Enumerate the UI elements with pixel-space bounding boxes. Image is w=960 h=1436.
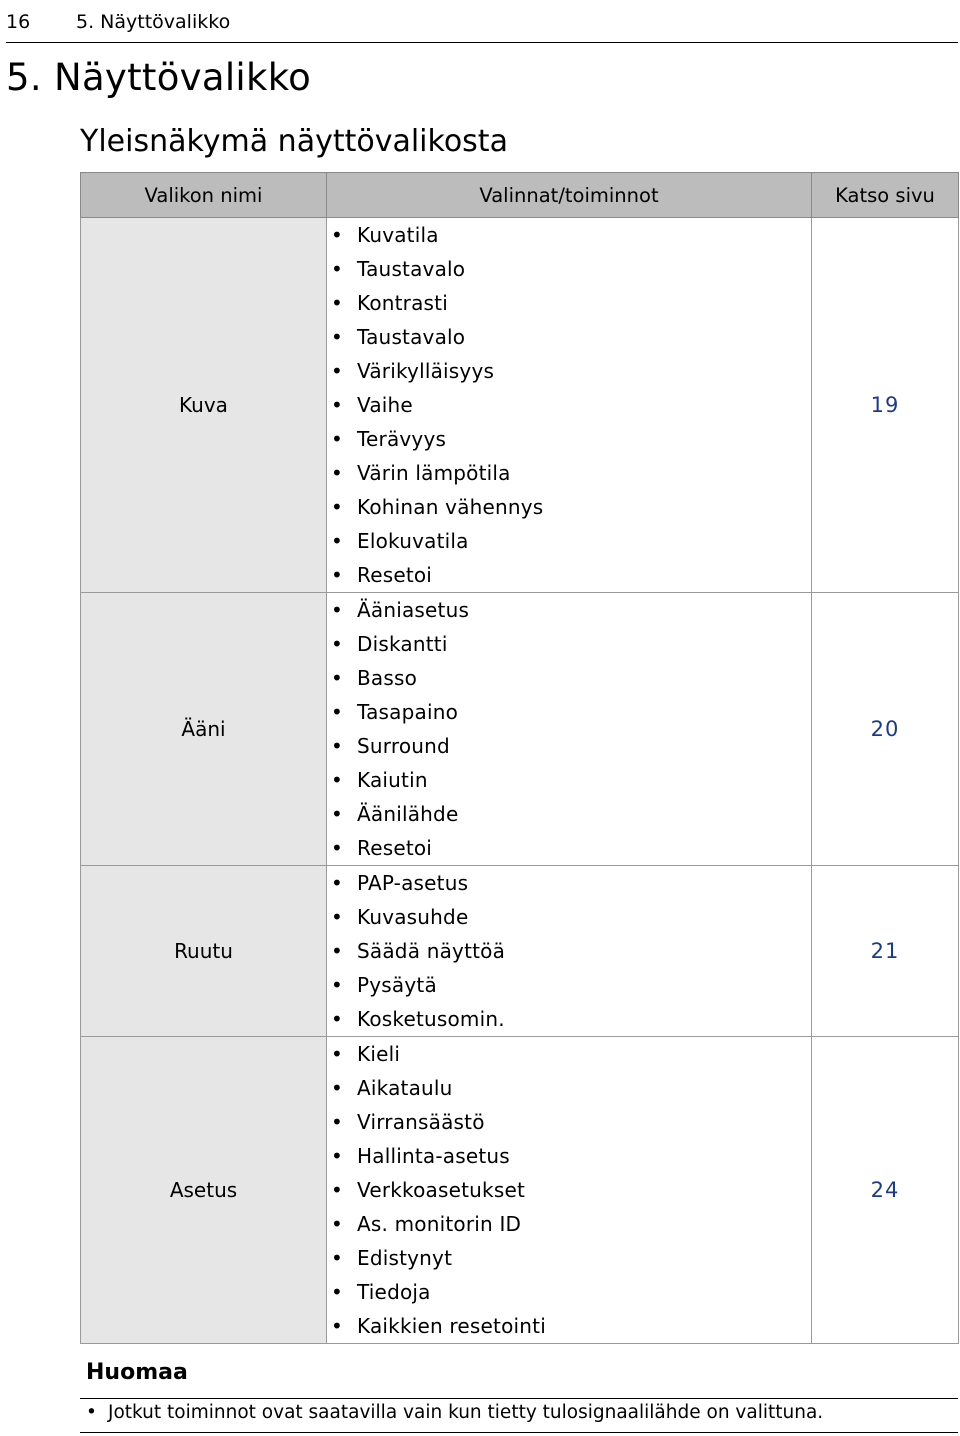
options-cell	[327, 1037, 812, 1344]
options-list	[327, 218, 811, 592]
list-item: • Virransäästö	[327, 1105, 811, 1139]
list-item: • Värikylläisyys	[327, 354, 811, 388]
column-header-see-page: Katso sivu	[812, 173, 959, 218]
note-divider-top	[80, 1398, 958, 1399]
page-reference: 24	[812, 1037, 959, 1344]
note-divider-bottom	[80, 1432, 958, 1433]
list-item: • Kuvatila	[327, 218, 811, 252]
note-item	[86, 1402, 823, 1423]
list-item: • Vaihe	[327, 388, 811, 422]
menu-name: Ruutu	[81, 866, 327, 1037]
list-item: • Kosketusomin.	[327, 1002, 811, 1036]
list-item: • PAP-asetus	[327, 866, 811, 900]
list-item: • Elokuvatila	[327, 524, 811, 558]
table-row	[81, 593, 959, 866]
options-cell	[327, 218, 812, 593]
list-item: • Resetoi	[327, 558, 811, 592]
section-title: Yleisnäkymä näyttövalikosta	[80, 124, 508, 159]
running-title: 5. Näyttövalikko	[76, 11, 231, 33]
list-item: • Kaikkien resetointi	[327, 1309, 811, 1343]
menu-overview-table	[80, 172, 959, 1344]
table-row	[81, 1037, 959, 1344]
options-list	[327, 866, 811, 1036]
list-item: • Tasapaino	[327, 695, 811, 729]
list-item: • Taustavalo	[327, 252, 811, 286]
list-item: • Basso	[327, 661, 811, 695]
list-item: • Säädä näyttöä	[327, 934, 811, 968]
page-reference: 21	[812, 866, 959, 1037]
list-item: • Värin lämpötila	[327, 456, 811, 490]
list-item: • Verkkoasetukset	[327, 1173, 811, 1207]
page-number: 16	[6, 11, 31, 33]
bullet-icon: •	[86, 1402, 97, 1423]
list-item: • Edistynyt	[327, 1241, 811, 1275]
options-cell	[327, 866, 812, 1037]
menu-name: Kuva	[81, 218, 327, 593]
list-item: • Kaiutin	[327, 763, 811, 797]
menu-name: Asetus	[81, 1037, 327, 1344]
list-item: • Taustavalo	[327, 320, 811, 354]
list-item: • Ääniasetus	[327, 593, 811, 627]
running-header	[6, 2, 958, 43]
note-title: Huomaa	[86, 1360, 188, 1385]
list-item: • Diskantti	[327, 627, 811, 661]
options-list	[327, 1037, 811, 1343]
column-header-menu-name: Valikon nimi	[81, 173, 327, 218]
list-item: • Kontrasti	[327, 286, 811, 320]
list-item: • Surround	[327, 729, 811, 763]
list-item: • Kuvasuhde	[327, 900, 811, 934]
list-item: • Hallinta-asetus	[327, 1139, 811, 1173]
page-reference: 20	[812, 593, 959, 866]
list-item: • Äänilähde	[327, 797, 811, 831]
list-item: • Terävyys	[327, 422, 811, 456]
menu-name: Ääni	[81, 593, 327, 866]
list-item: • As. monitorin ID	[327, 1207, 811, 1241]
list-item: • Resetoi	[327, 831, 811, 865]
column-header-options: Valinnat/toiminnot	[327, 173, 812, 218]
page-reference: 19	[812, 218, 959, 593]
list-item: • Kohinan vähennys	[327, 490, 811, 524]
list-item: • Aikataulu	[327, 1071, 811, 1105]
list-item: • Kieli	[327, 1037, 811, 1071]
note-text: Jotkut toiminnot ovat saatavilla vain kun tietty tulosignaalilähde on valittuna.	[108, 1402, 824, 1423]
list-item: • Tiedoja	[327, 1275, 811, 1309]
table-header-row	[81, 173, 959, 218]
chapter-title: 5. Näyttövalikko	[6, 56, 312, 99]
options-list	[327, 593, 811, 865]
table-row	[81, 866, 959, 1037]
list-item: • Pysäytä	[327, 968, 811, 1002]
table-row	[81, 218, 959, 593]
options-cell	[327, 593, 812, 866]
